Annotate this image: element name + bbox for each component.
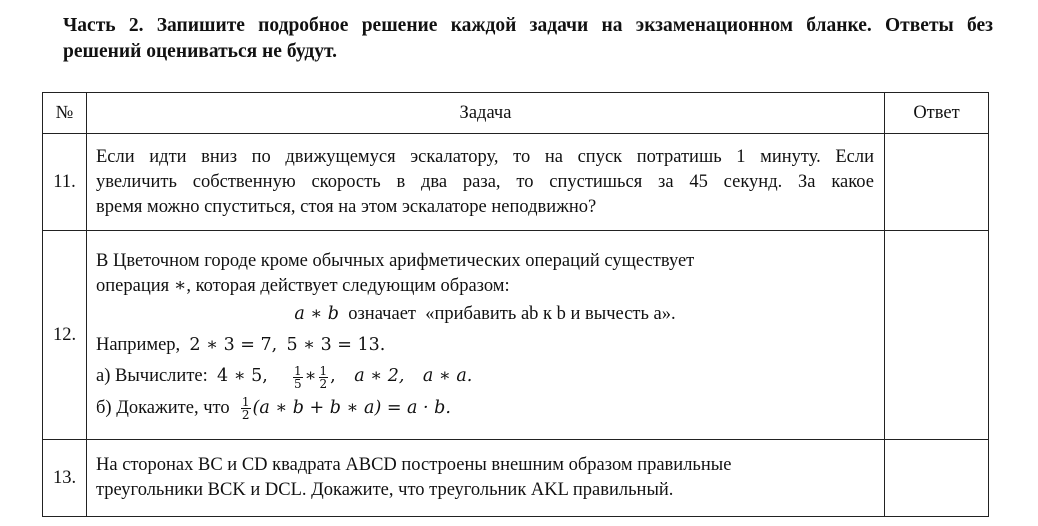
fraction-numerator: 1 [293, 363, 302, 378]
part-a-expr-3: a ∗ 2, [354, 366, 405, 387]
part-b-expression: (a ∗ b + b ∗ a) = a · b. [252, 397, 451, 418]
rule-text: «прибавить ab к b и вычесть a». [425, 304, 676, 325]
task-line: треугольники BCK и DCL. Докажите, что треугольник AKL правильный. [96, 480, 674, 500]
fraction-denominator: 2 [319, 376, 328, 391]
table-row [43, 134, 989, 231]
task-number: 11. [43, 134, 87, 231]
fraction-denominator: 2 [241, 407, 250, 422]
part-a-expr-1: 4 ∗ 5, [217, 366, 268, 387]
fraction [319, 365, 329, 390]
answer-cell[interactable] [885, 134, 989, 231]
example-line [96, 333, 874, 358]
task-number: 12. [43, 231, 87, 440]
table-row [43, 440, 989, 517]
task-line: операция ∗, которая действует следующим образом: [96, 276, 510, 297]
star-operator: ∗ [304, 366, 317, 387]
task-line: На сторонах BC и CD квадрата ABCD построены внешним образом правильные [96, 455, 732, 475]
part-a-label: а) Вычислите: [96, 366, 208, 387]
tasks-table [42, 92, 989, 517]
task-line: В Цветочном городе кроме обычных арифметических операций существует [96, 251, 695, 272]
task-text [87, 231, 885, 440]
task-line: время можно спуститься, стоя на этом эскалаторе неподвижно? [96, 196, 597, 217]
fraction-numerator: 1 [319, 363, 328, 378]
task-line: Если идти вниз по движущемуся эскалатору, то на спуск потратишь 1 минуту. Если [96, 146, 874, 167]
header-answer: Ответ [885, 93, 989, 134]
task-text [87, 440, 885, 517]
part-b-line [96, 396, 874, 421]
rule-expression: a ∗ b [294, 304, 339, 325]
fraction-numerator: 1 [241, 394, 250, 409]
operation-rule [96, 302, 874, 327]
section-heading [63, 13, 993, 65]
header-num: № [43, 93, 87, 134]
table-row [43, 231, 989, 440]
heading-line-1: Часть 2. Запишите подробное решение каждой задачи на экзаменационном бланке. Ответы без [63, 15, 993, 36]
fraction-denominator: 5 [293, 376, 302, 391]
comma: , [330, 366, 336, 387]
part-a-expr-4: a ∗ a. [422, 366, 473, 387]
example-label: Например, [96, 335, 181, 356]
table-header-row [43, 93, 989, 134]
answer-cell[interactable] [885, 440, 989, 517]
heading-line-2: решений оцениваться не будут. [63, 41, 337, 62]
rule-word: означает [348, 304, 416, 325]
example-expr-1: 2 ∗ 3 = 7, [189, 335, 278, 356]
task-line: увеличить собственную скорость в два раза, то спустишься за 45 секунд. За какое [96, 171, 874, 192]
part-a-line [96, 364, 874, 389]
task-text [87, 134, 885, 231]
answer-cell[interactable] [885, 231, 989, 440]
example-expr-2: 5 ∗ 3 = 13. [286, 335, 386, 356]
fraction [293, 365, 303, 390]
fraction [241, 396, 251, 421]
task-number: 13. [43, 440, 87, 517]
part-b-label: б) Докажите, что [96, 397, 230, 418]
header-task: Задача [87, 93, 885, 134]
